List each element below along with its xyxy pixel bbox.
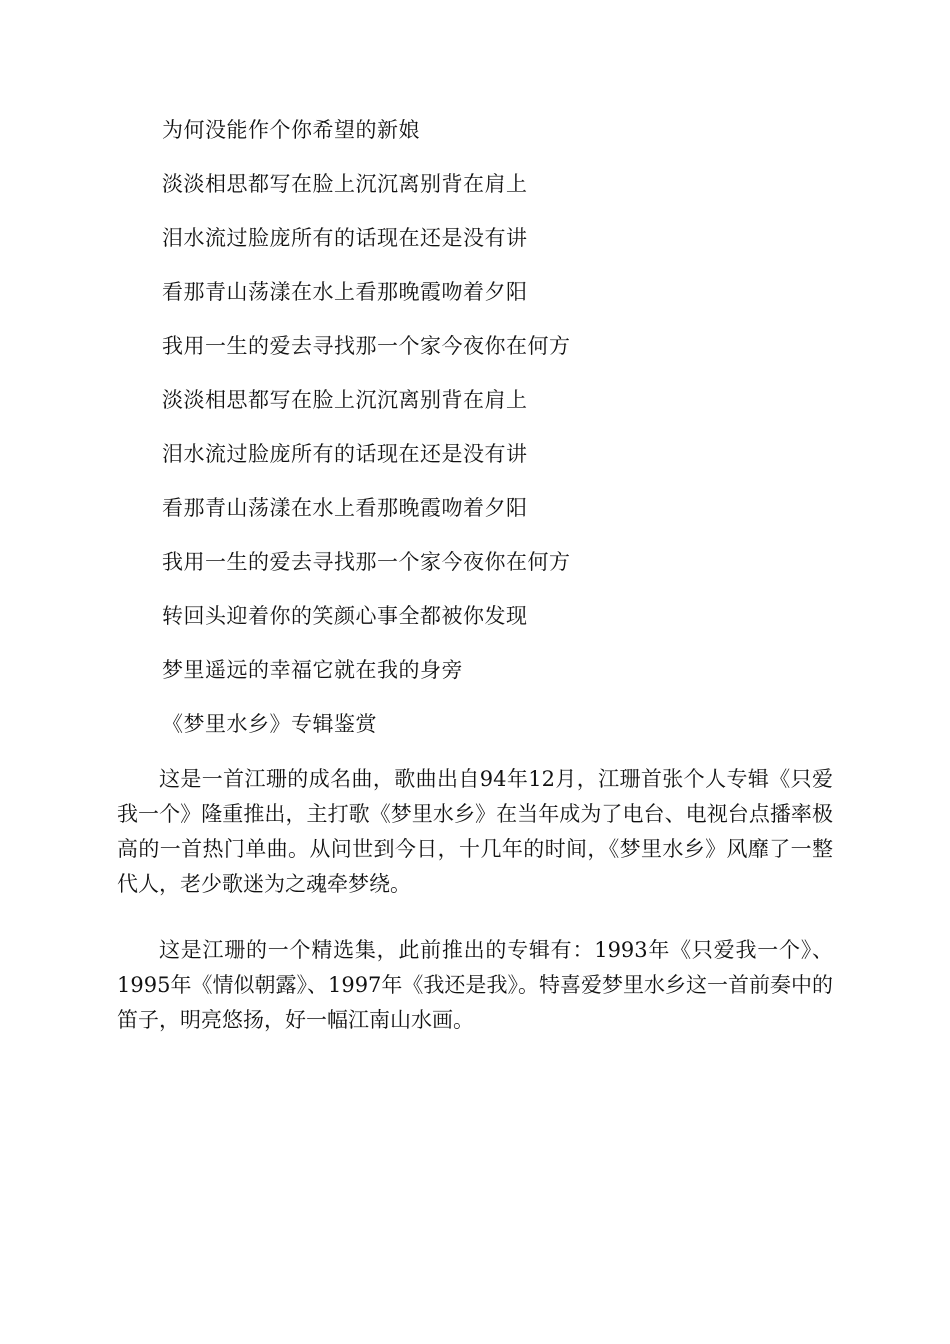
body-paragraph: 这是一首江珊的成名曲，歌曲出自94年12月，江珊首张个人专辑《只爱我一个》隆重推出，主打歌《梦里水乡》在当年成为了电台、电视台点播率极高的一首热门单曲。从问世到今日，十几年的时间，《梦里水乡》风靡了一整代人，老少歌迷为之魂牵梦绕。 <box>117 767 833 896</box>
lyric-line: 泪水流过脸庞所有的话现在还是没有讲 <box>162 226 528 250</box>
body-paragraph: 这是江珊的一个精选集，此前推出的专辑有：1993年《只爱我一个》、1995年《情似朝露》、1997年《我还是我》。特喜爱梦里水乡这一首前奏中的笛子，明亮悠扬，好一幅江南山水画。 <box>117 938 833 1032</box>
lyric-line: 淡淡相思都写在脸上沉沉离别背在肩上 <box>162 172 528 196</box>
lyric-line: 梦里遥远的幸福它就在我的身旁 <box>162 658 463 682</box>
lyric-line: 看那青山荡漾在水上看那晚霞吻着夕阳 <box>162 496 528 520</box>
lyric-line: 淡淡相思都写在脸上沉沉离别背在肩上 <box>162 388 528 412</box>
lyric-line: 转回头迎着你的笑颜心事全都被你发现 <box>162 604 528 628</box>
lyric-line: 泪水流过脸庞所有的话现在还是没有讲 <box>162 442 528 466</box>
section-title: 《梦里水乡》专辑鉴赏 <box>162 712 377 736</box>
lyric-line: 为何没能作个你希望的新娘 <box>162 118 420 142</box>
lyric-line: 我用一生的爱去寻找那一个家今夜你在何方 <box>162 334 571 358</box>
lyric-line: 我用一生的爱去寻找那一个家今夜你在何方 <box>162 550 571 574</box>
lyric-line: 看那青山荡漾在水上看那晚霞吻着夕阳 <box>162 280 528 304</box>
lyrics-list <box>162 112 862 706</box>
